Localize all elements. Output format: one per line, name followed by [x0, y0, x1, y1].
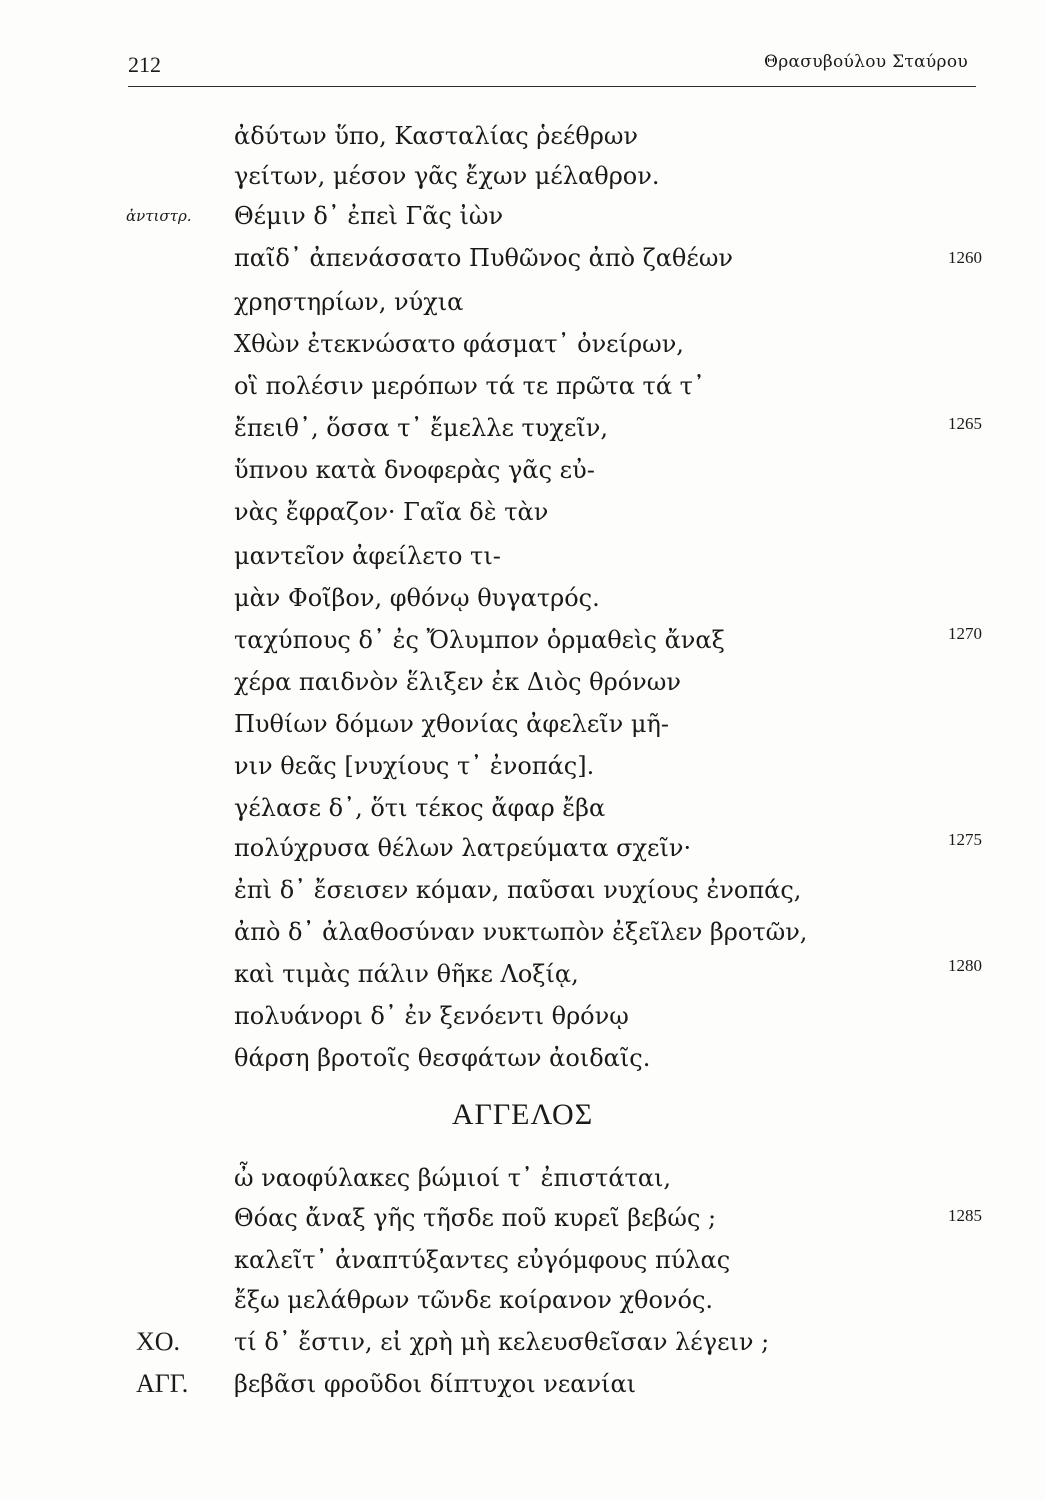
verse-line: ὕπνου κατὰ δνοφερὰς γᾶς εὐ-: [234, 456, 595, 484]
verse-line: τί δ᾽ ἔστιν, εἰ χρὴ μὴ κελευσθεῖσαν λέγειν ;: [234, 1328, 770, 1356]
verse-line: μαντεῖον ἀφείλετο τι-: [234, 542, 501, 570]
verse-line: βεβᾶσι φροῦδοι δίπτυχοι νεανίαι: [234, 1370, 637, 1398]
verse-line: Θόας ἄναξ γῆς τῆσδε ποῦ κυρεῖ βεβώς ;: [234, 1204, 717, 1232]
speaker-label-messenger: ΑΓΓ.: [136, 1369, 189, 1398]
verse-line: ταχύπους δ᾽ ἐς Ὄλυμπον ὁρμαθεὶς ἄναξ: [234, 626, 725, 654]
verse-line: ἀδύτων ὕπο, Κασταλίας ῥεέθρων: [234, 122, 638, 150]
line-number: 1275: [948, 830, 982, 849]
verse-line: θάρση βροτοῖς θεσφάτων ἀοιδαῖς.: [234, 1044, 651, 1072]
line-number: 1280: [948, 956, 982, 975]
verse-line: μὰν Φοῖβον, φθόνῳ θυγατρός.: [234, 584, 600, 612]
verse-line: ἐπὶ δ᾽ ἔσεισεν κόμαν, παῦσαι νυχίους ἐνοπάς,: [234, 876, 802, 904]
verse-line: νιν θεᾶς [νυχίους τ᾽ ἐνοπάς].: [234, 752, 595, 780]
page-number: 212: [128, 52, 161, 77]
verse-line: χέρα παιδνὸν ἕλιξεν ἐκ Διὸς θρόνων: [234, 668, 681, 696]
running-head: Θρασυβούλου Σταύρου: [764, 52, 968, 72]
verse-line: καὶ τιμὰς πάλιν θῆκε Λοξίᾳ,: [234, 960, 579, 988]
speaker-heading: ΑΓΓΕΛΟΣ: [451, 1098, 594, 1131]
line-number: 1265: [948, 414, 982, 433]
verse-line: καλεῖτ᾽ ἀναπτύξαντες εὐγόμφους πύλας: [234, 1246, 731, 1274]
verse-line: ἀπὸ δ᾽ ἀλαθοσύναν νυκτωπὸν ἐξεῖλεν βροτῶν,: [234, 918, 808, 946]
verse-line: πολυάνορι δ᾽ ἐν ξενόεντι θρόνῳ: [234, 1002, 629, 1030]
verse-line: Χθὼν ἐτεκνώσατο φάσματ᾽ ὀνείρων,: [234, 330, 684, 358]
verse-line: γέλασε δ᾽, ὅτι τέκος ἄφαρ ἔβα: [234, 794, 606, 822]
verse-line: νὰς ἔφραζον· Γαῖα δὲ τὰν: [234, 498, 549, 526]
verse-line: οἳ πολέσιν μερόπων τά τε πρῶτα τά τ᾽: [234, 372, 705, 400]
verse-line: ἔξω μελάθρων τῶνδε κοίρανον χθονός.: [234, 1286, 714, 1314]
verse-line: Θέμιν δ᾽ ἐπεὶ Γᾶς ἰὼν: [234, 202, 504, 230]
header-rule: [128, 86, 976, 87]
verse-line: παῖδ᾽ ἀπενάσσατο Πυθῶνος ἀπὸ ζαθέων: [234, 244, 733, 272]
antistrophe-label: ἀντιστρ.: [126, 207, 192, 225]
page-header: [128, 48, 968, 88]
verse-line: γείτων, μέσον γᾶς ἔχων μέλαθρον.: [234, 162, 660, 190]
line-number: 1285: [948, 1206, 982, 1225]
speaker-label-chorus: ΧΟ.: [136, 1327, 181, 1356]
verse-line: Πυθίων δόμων χθονίας ἀφελεῖν μῆ-: [234, 710, 669, 738]
verse-line: ἔπειθ᾽, ὅσσα τ᾽ ἔμελλε τυχεῖν,: [234, 414, 609, 442]
line-number: 1260: [948, 248, 982, 267]
verse-line: χρηστηρίων, νύχια: [234, 288, 464, 316]
line-number: 1270: [948, 624, 982, 643]
verse-line: ὦ ναοφύλακες βώμιοί τ᾽ ἐπιστάται,: [234, 1164, 672, 1192]
verse-line: πολύχρυσα θέλων λατρεύματα σχεῖν·: [234, 834, 692, 862]
